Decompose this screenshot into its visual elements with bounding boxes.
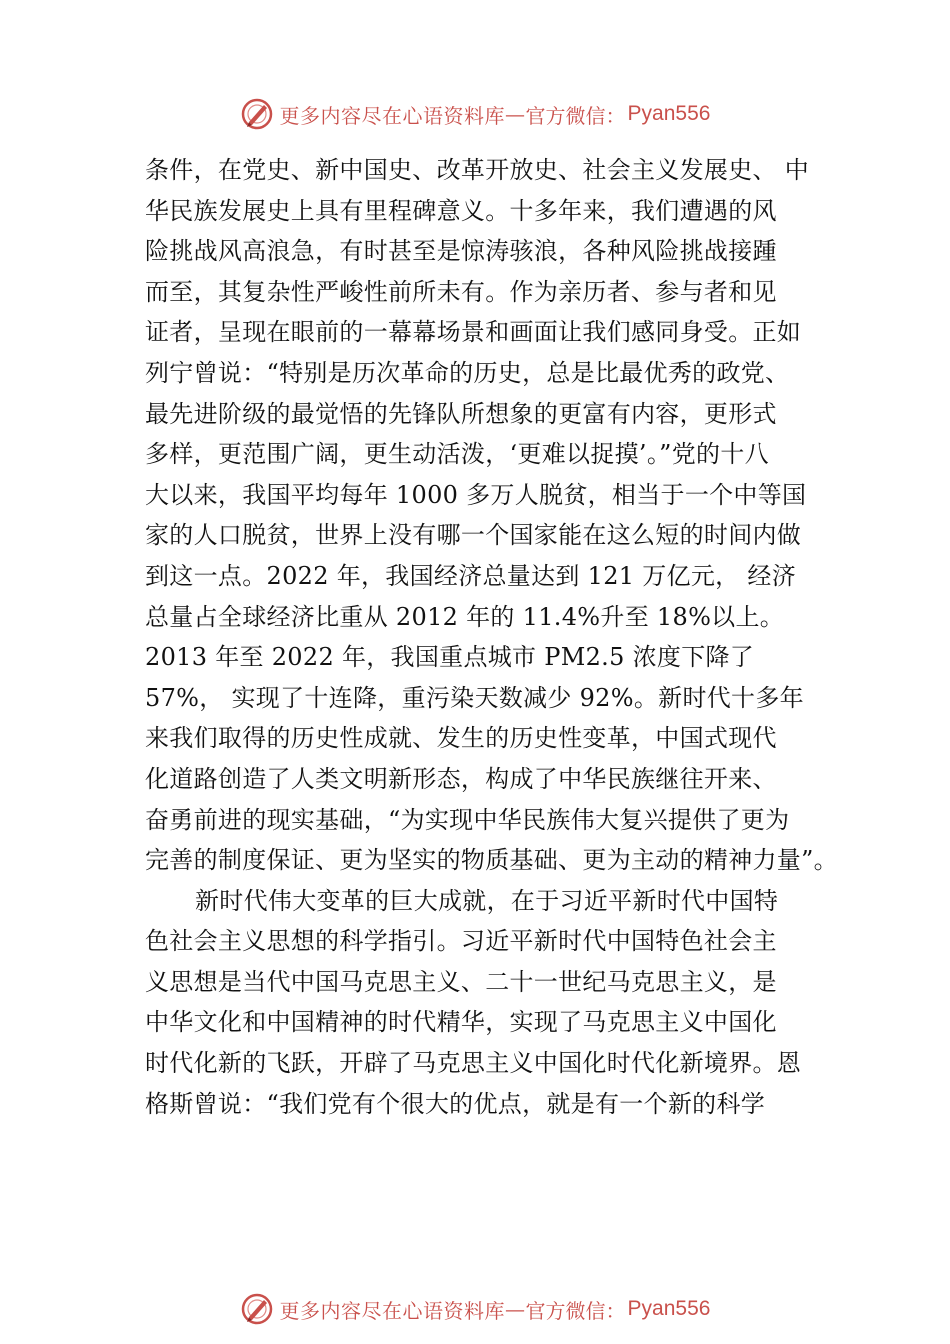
text-line: 完善的制度保证、更为坚实的物质基础、更为主动的精神力量”。 <box>145 846 838 875</box>
text-line: 2013 年至 2022 年，我国重点城市 PM2.5 浓度下降了 <box>145 643 755 672</box>
text-line: 大以来，我国平均每年 1000 多万人脱贫，相当于一个中等国 <box>145 480 807 509</box>
wechat-id: Pyan556 <box>627 102 711 125</box>
text-line: 来我们取得的历史性成就、发生的历史性变革，中国式现代 <box>145 724 777 753</box>
header-banner <box>0 92 950 136</box>
text-line: 总量占全球经济比重从 2012 年的 11.4%升至 18%以上。 <box>145 602 785 631</box>
text-line: 华民族发展史上具有里程碑意义。十多年来，我们遭遇的风 <box>145 196 777 225</box>
text-line: 到这一点。2022 年，我国经济总量达到 121 万亿元， 经济 <box>145 561 797 590</box>
text-line: 家的人口脱贫，世界上没有哪一个国家能在这么短的时间内做 <box>145 521 802 550</box>
text-line: 条件，在党史、新中国史、改革开放史、社会主义发展史、 中 <box>145 156 810 184</box>
text-line: 险挑战风高浪急，有时甚至是惊涛骇浪，各种风险挑战接踵 <box>145 237 777 266</box>
wechat-id: Pyan556 <box>627 1297 711 1320</box>
text-line: 中华文化和中国精神的时代精华，实现了马克思主义中国化 <box>145 1008 777 1037</box>
banner-text: 更多内容尽在心语资料库 <box>279 103 506 128</box>
text-line: 奋勇前进的现实基础，“为实现中华民族伟大复兴提供了更为 <box>145 805 790 834</box>
text-line: 义思想是当代中国马克思主义、二十一世纪马克思主义，是 <box>145 967 777 996</box>
text-line: 最先进阶级的最觉悟的先锋队所想象的更富有内容，更形式 <box>145 399 777 428</box>
wechat-label: 官方微信： <box>525 103 626 128</box>
banner-text: 更多内容尽在心语资料库 <box>279 1298 506 1323</box>
text-line: 格斯曾说：“我们党有个很大的优点，就是有一个新的科学 <box>145 1089 766 1118</box>
text-line: 列宁曾说：“特别是历次革命的历史，总是比最优秀的政党、 <box>145 358 790 387</box>
pen-logo-icon <box>240 97 274 131</box>
text-line: 57%， 实现了十连降，重污染天数减少 92%。新时代十多年 <box>145 683 804 712</box>
text-line: 多样，更范围广阔，更生动活泼，‘更难以捉摸’。”党的十八 <box>145 440 769 469</box>
text-line: 而至，其复杂性严峻性前所未有。作为亲历者、参与者和见 <box>145 277 777 306</box>
banner-separator: — <box>505 102 526 126</box>
text-line: 化道路创造了人类文明新形态，构成了中华民族继往开来、 <box>145 764 777 793</box>
text-line: 色社会主义思想的科学指引。习近平新时代中国特色社会主 <box>145 927 777 956</box>
text-line: 证者，呈现在眼前的一幕幕场景和画面让我们感同身受。正如 <box>145 318 802 347</box>
wechat-label: 官方微信： <box>525 1298 626 1323</box>
banner-separator: — <box>505 1297 526 1321</box>
paragraph-first-line: 新时代伟大变革的巨大成就，在于习近平新时代中国特 <box>195 886 779 915</box>
text-line: 时代化新的飞跃，开辟了马克思主义中国化时代化新境界。恩 <box>145 1049 802 1078</box>
pen-logo-icon <box>240 1292 274 1326</box>
footer-banner <box>0 1287 950 1331</box>
document-body <box>145 150 838 1124</box>
